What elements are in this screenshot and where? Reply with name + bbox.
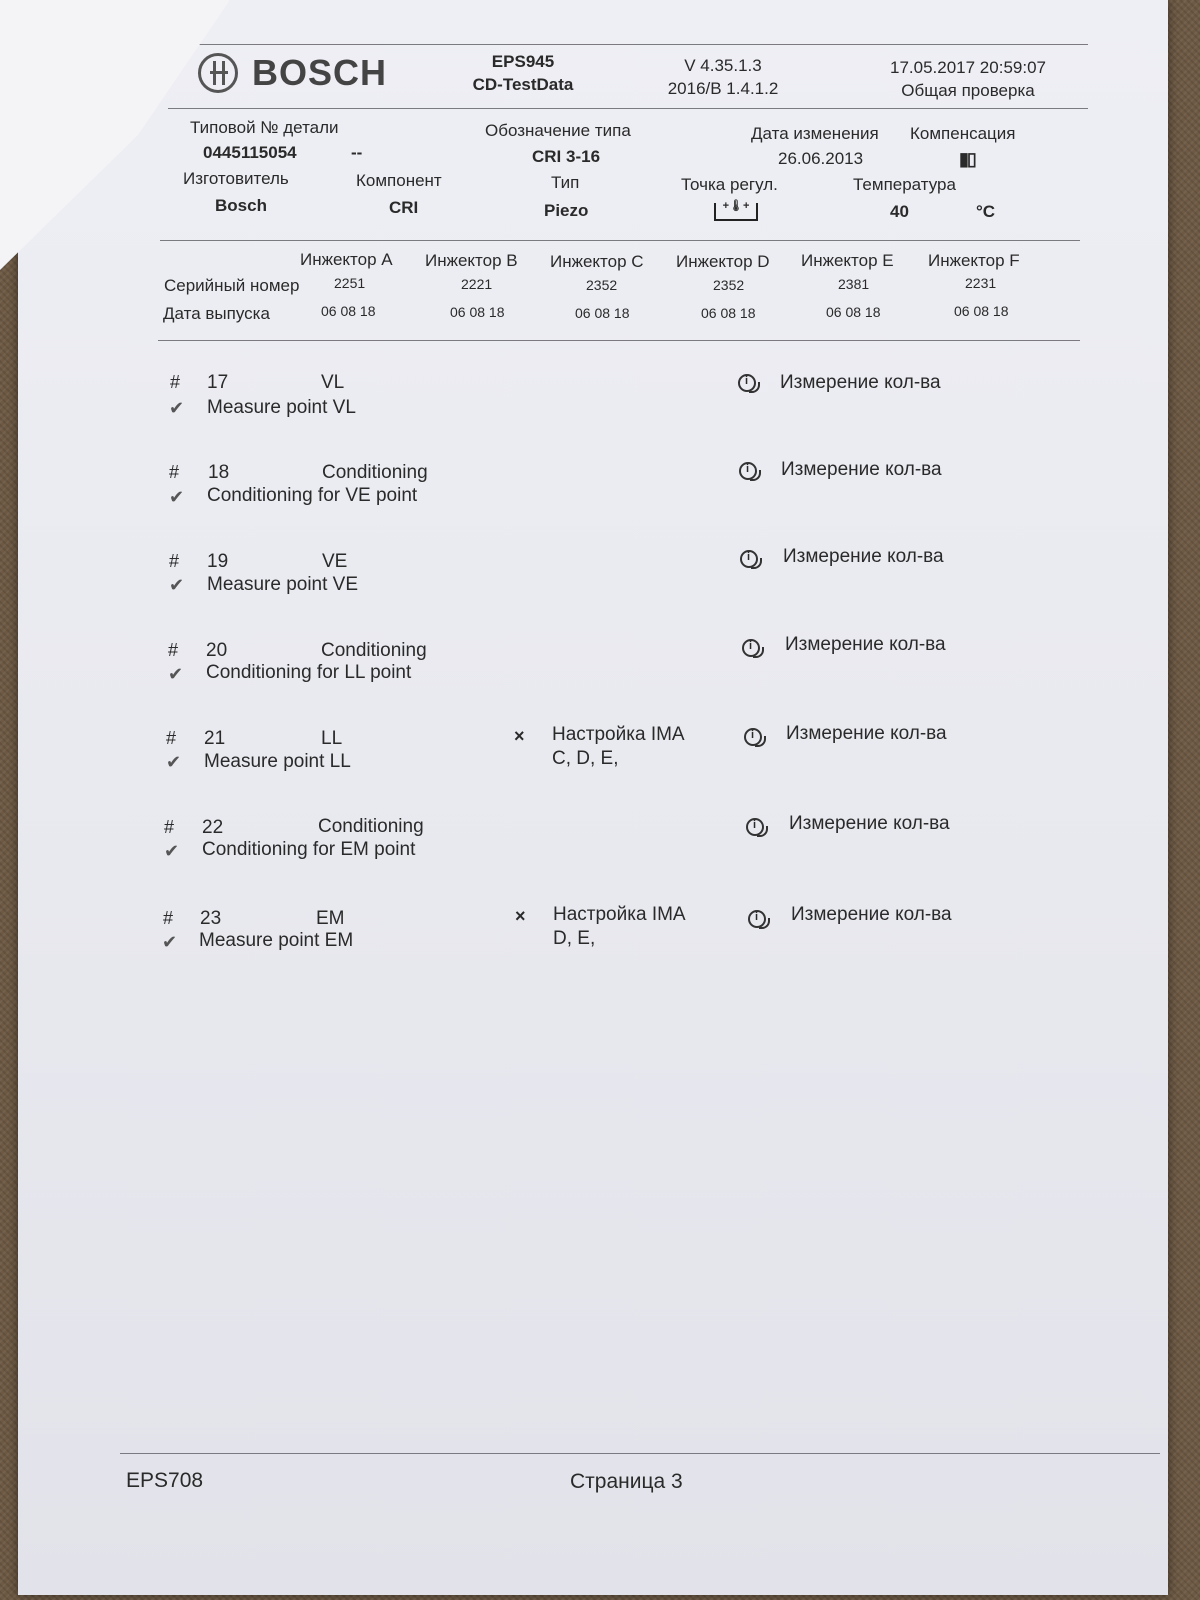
software-version: V 4.35.1.3 <box>684 56 762 75</box>
measure-label: Измерение кол-ва <box>783 546 944 567</box>
checkmark-icon: ✔ <box>164 841 180 861</box>
step-description: Conditioning for VE point <box>207 485 418 506</box>
step-hash: # <box>168 640 179 660</box>
step-description: Conditioning for LL point <box>206 662 412 683</box>
bosch-logo <box>198 52 387 94</box>
injector-rule <box>158 340 1080 341</box>
manufacturer-value: Bosch <box>215 196 267 215</box>
kind-label: Тип <box>551 173 580 192</box>
manufacturer-label: Изготовитель <box>183 169 289 188</box>
step-code: Conditioning <box>322 462 428 483</box>
step-code: VE <box>322 551 348 572</box>
step-description: Measure point VL <box>207 397 356 418</box>
bosch-armature-icon <box>198 53 238 93</box>
step-hash: # <box>166 728 177 748</box>
setpoint-label: Точка регул. <box>681 175 778 194</box>
part-no-suffix: -- <box>351 143 363 162</box>
injector-a-date: 06 08 18 <box>321 303 376 319</box>
checkmark-icon: ✔ <box>168 664 184 684</box>
step-number: 17 <box>207 372 229 393</box>
checkmark-icon: ✔ <box>169 487 185 507</box>
date-label: Дата выпуска <box>163 304 270 323</box>
step-description: Measure point VE <box>207 574 359 595</box>
step-description: Conditioning for EM point <box>202 839 416 860</box>
step-code: LL <box>321 728 343 749</box>
ima-injectors: D, E, <box>553 928 596 949</box>
step-code: EM <box>316 908 345 929</box>
ima-adjust-label: Настройка IMA <box>552 724 685 745</box>
change-date-label: Дата изменения <box>751 124 879 143</box>
step-number: 22 <box>202 817 224 838</box>
injector-e-serial: 2381 <box>838 276 870 292</box>
part-no-label: Типовой № детали <box>190 118 339 137</box>
measure-label: Измерение кол-ва <box>785 634 946 655</box>
quantity-measure-icon: i <box>748 910 766 928</box>
injector-f-date: 06 08 18 <box>954 303 1009 319</box>
injector-e-date: 06 08 18 <box>826 304 881 320</box>
injector-b-serial: 2221 <box>461 276 493 292</box>
injector-a-header: Инжектор A <box>300 250 393 269</box>
software-build: 2016/B 1.4.1.2 <box>667 79 779 98</box>
checkmark-icon: ✔ <box>162 932 178 952</box>
checkmark-icon: ✔ <box>169 398 185 418</box>
step-number: 20 <box>206 640 228 661</box>
change-date-value: 26.06.2013 <box>778 149 864 168</box>
injector-c-serial: 2352 <box>586 277 618 293</box>
system-name: EPS945 <box>491 52 555 71</box>
step-code: VL <box>321 372 345 393</box>
step-description: Measure point LL <box>204 751 351 772</box>
injector-d-header: Инжектор D <box>676 252 770 271</box>
injector-c-date: 06 08 18 <box>575 305 630 321</box>
cross-icon: × <box>515 906 526 926</box>
step-hash: # <box>169 462 180 482</box>
temperature-label: Температура <box>853 175 956 194</box>
step-number: 23 <box>200 908 222 929</box>
measure-label: Измерение кол-ва <box>780 372 941 393</box>
step-hash: # <box>163 908 174 928</box>
device-id: EPS708 <box>126 1469 204 1492</box>
injector-d-serial: 2352 <box>713 277 745 293</box>
compensation-icon: ▮▯ <box>959 149 975 169</box>
kind-value: Piezo <box>544 201 589 220</box>
compensation-label: Компенсация <box>910 124 1016 143</box>
quantity-measure-icon: i <box>738 374 756 392</box>
injector-c-header: Инжектор C <box>550 252 644 271</box>
part-no-value: 0445115054 <box>203 143 297 162</box>
temperature-value: 40 <box>890 202 909 221</box>
checkmark-icon: ✔ <box>169 575 185 595</box>
top-rule <box>168 44 1088 45</box>
injector-a-serial: 2251 <box>334 275 366 291</box>
step-number: 18 <box>208 462 230 483</box>
step-hash: # <box>164 817 175 837</box>
temperature-point-icon: +🌡+ <box>714 203 758 221</box>
component-value: CRI <box>389 198 419 217</box>
component-label: Компонент <box>356 171 442 190</box>
report-page <box>18 0 1168 1595</box>
measure-label: Измерение кол-ва <box>789 813 950 834</box>
step-description: Measure point EM <box>199 930 354 951</box>
injector-f-header: Инжектор F <box>928 251 1020 270</box>
injector-f-serial: 2231 <box>965 275 997 291</box>
measure-label: Измерение кол-ва <box>781 459 942 480</box>
measure-label: Измерение кол-ва <box>786 723 947 744</box>
test-type: Общая проверка <box>901 81 1035 100</box>
injector-e-header: Инжектор E <box>801 251 894 270</box>
page-number: Страница 3 <box>570 1470 683 1493</box>
serial-label: Серийный номер <box>164 276 300 295</box>
header-rule <box>168 108 1088 109</box>
step-hash: # <box>169 551 180 571</box>
quantity-measure-icon: i <box>742 639 760 657</box>
ima-injectors: C, D, E, <box>552 748 619 769</box>
quantity-measure-icon: i <box>739 462 757 480</box>
step-number: 21 <box>204 728 226 749</box>
step-hash: # <box>170 372 181 392</box>
quantity-measure-icon: i <box>740 550 758 568</box>
ima-adjust-label: Настройка IMA <box>553 904 686 925</box>
injector-b-date: 06 08 18 <box>450 304 505 320</box>
temperature-unit: °C <box>976 202 996 221</box>
dataset-name: CD-TestData <box>472 75 574 94</box>
measure-label: Измерение кол-ва <box>791 904 952 925</box>
report-datetime: 17.05.2017 20:59:07 <box>890 58 1046 77</box>
injector-b-header: Инжектор B <box>425 251 518 270</box>
step-code: Conditioning <box>321 640 427 661</box>
quantity-measure-icon: i <box>746 818 764 836</box>
footer-rule <box>120 1453 1160 1454</box>
checkmark-icon: ✔ <box>166 752 182 772</box>
type-label: Обозначение типа <box>485 121 631 140</box>
step-number: 19 <box>207 551 229 572</box>
part-rule <box>160 240 1080 241</box>
quantity-measure-icon: i <box>744 728 762 746</box>
injector-d-date: 06 08 18 <box>701 305 756 321</box>
brand-name: BOSCH <box>252 52 388 93</box>
step-code: Conditioning <box>318 816 424 837</box>
cross-icon: × <box>514 726 525 746</box>
type-value: CRI 3-16 <box>532 147 601 166</box>
